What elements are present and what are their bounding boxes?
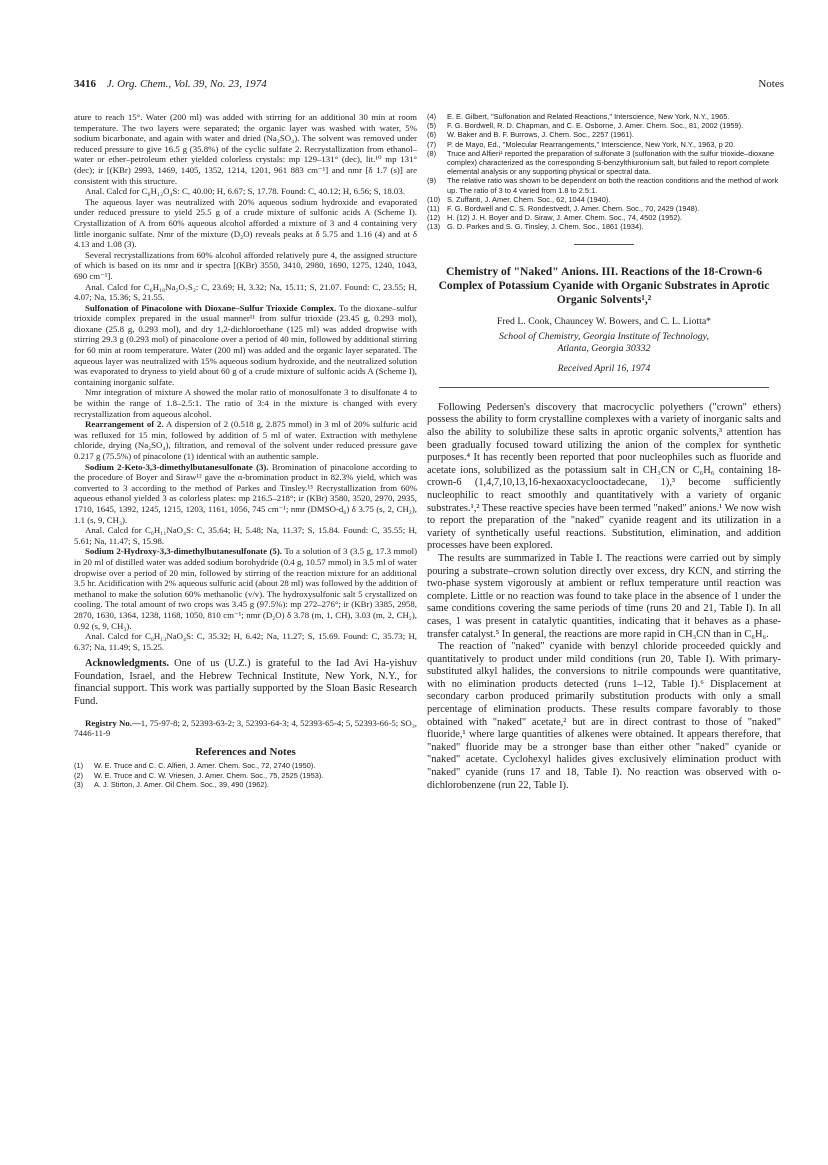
analysis-line: Anal. Calcd for C₆H₁₂O₄S: C, 40.00; H, 6.67; S, 17.78. Found: C, 40.12; H, 6.56; S, 18.03.: [85, 186, 405, 197]
procedure-heading: Sodium 2-Hydroxy-3,3-dimethylbutanesulfonate (5).: [85, 546, 282, 557]
reference-number: (3): [74, 779, 84, 789]
article-title: Chemistry of "Naked" Anions. III. Reactions of the 18-Crown-6 Complex of Potassium Cyanide with Organic Substrates in Aprotic Organic Solvents¹,²: [438, 264, 770, 306]
paragraph: ature to reach 15°. Water (200 ml) was added with stirring for an additional 30 min at room temperature. The two layers were separated; the organic layer was washed with water, 5% sodium bicarbonate, and again with water and dried (Na₂SO₄). The solvent was removed under reduced pressure to give 16.5 g (35.8%) of the cyclic sulfate 2. Recrystallization from ethanol–water or ether–petroleum ether yielded colorless crystals: mp 129–131° (dec), lit.¹⁰ mp 131° (dec); ir [(KBr) 2993, 1469, 1405, 1352, 1214, 1201, 961 883 cm⁻¹] and nmr [δ 1.7 (s)] are consistent with this structure.: [74, 112, 417, 186]
reference-item: [74, 780, 417, 789]
reference-item: [427, 176, 781, 194]
procedure-paragraph: [74, 546, 417, 631]
analysis-line: Anal. Calcd for C₆H₁₀Na₂O₇S₂: C, 23.69; H, 3.32; Na, 15.11; S, 21.07. Found: C, 23.55; H, 4.07; Na, 15.36; S, 21.55.: [74, 281, 417, 303]
procedure-text: To a solution of 3 (3.5 g, 17.3 mmol) in 20 ml of distilled water was added sodium borohydride (0.4 g, 10.57 mmol) in 3.5 ml of water dropwise over a period of 20 min, followed by stirring of the reaction mixture for an additional 3.5 hr. Acidification with 2% aqueous sulfuric acid (about 28 ml) was followed by the addition of methanol to make the solution 60% methanolic (v/v). The hydroxysulfonic salt 5 crystallized on cooling. The total amount of two crops was 3.45 g (97.5%): mp 272–276°; ir (KBr) 3385, 2958, 2870, 1630, 1364, 1238, 1168, 1050, 810 cm⁻¹; nmr (D₂O) δ 3.78 (m, 1, CH), 3.03 (m, 2, CH₂), 0.92 (s, 9, CH₃).: [74, 546, 418, 631]
reference-text: P. de Mayo, Ed., "Molecular Rearrangements," Interscience, New York, N.Y., 1963, p 20.: [447, 139, 736, 149]
registry-numbers: [74, 718, 417, 739]
analysis-line: Anal. Calcd for C₆H₁₃NaO₄S: C, 35.32; H, 6.42; Na, 11.27; S, 15.69. Found: C, 35.73; H, 6.37; Na, 11.49; S, 15.25.: [74, 631, 417, 652]
affiliation-line: Atlanta, Georgia 30332: [557, 343, 651, 355]
reference-text: H. (12) J. H. Boyer and D. Siraw, J. Amer. Chem. Soc., 74, 4502 (1952).: [447, 213, 682, 223]
reference-text: W. E. Truce and C. W. Vriesen, J. Amer. Chem. Soc., 75, 2525 (1953).: [94, 770, 324, 780]
reference-number: (5): [427, 121, 437, 131]
reference-number: (11): [427, 204, 440, 214]
reference-number: (8): [427, 148, 437, 158]
procedure-heading: Rearrangement of 2.: [85, 419, 164, 430]
procedure-paragraph: [74, 419, 417, 461]
reference-number: (6): [427, 130, 437, 140]
reference-text: A. J. Stirton, J. Amer. Oil Chem. Soc., 39, 490 (1962).: [94, 779, 269, 789]
references-heading: References and Notes: [195, 745, 296, 758]
acknowledgments: [74, 658, 417, 708]
ack-heading: Acknowledgments.: [85, 658, 169, 670]
reference-text: The relative ratio was shown to be dependent on both the reaction conditions and the method of work up. The ratio of 3 to 4 varied from 1.8 to 2.5:1.: [447, 176, 779, 195]
reference-number: (12): [427, 213, 441, 223]
reference-number: (13): [427, 222, 441, 232]
reference-text: W. Baker and B. F. Burrows, J. Chem. Soc., 2257 (1961).: [447, 130, 634, 140]
paragraph: The aqueous layer was neutralized with 20% aqueous sodium hydroxide and evaporated under reduced pressure to yield 25.5 g of a crude mixture of sulfonic acids A (Scheme I). Crystallization of A from 60% aqueous alcohol afforded a mixture of 3 and 4 containing very little inorganic sulfate. Nmr of the mixture (D₂O) reveals peaks at δ 5.75 and 1.16 (4) and at δ 4.13 and 1.08 (3).: [74, 196, 417, 250]
paragraph: The reaction of "naked" cyanide with benzyl chloride proceeded quickly and quantitatively to product under mild conditions (run 20, Table I). With primary-substituted alkyl halides, the conversions to nitrile compounds were quantitative, with no elimination products detected (runs 1–12, Table I).⁶ Displacement at secondary carbon produced primarily substitution products with only a small percentage of elimination products. These results compare favorably to those obtained with "naked" acetate,² but are in direct contrast to those of "naked" fluoride,¹ where large quantities of alkenes were obtained. It appears therefore, that "naked" fluoride may be a stronger base than either other "naked" cyanide or "naked" acetate. Cyclohexyl halides gives exclusively elimination product with "naked" cyanide (runs 17 and 18, Table I). No reaction was observed with o-dichlorobenzene (run 22, Table I).: [427, 641, 781, 791]
paragraph: Several recrystallizations from 60% alcohol afforded relatively pure 4, the assigned structure of which is based on its nmr and ir spectra [(KBr) 3550, 3410, 2980, 1690, 1275, 1240, 1043, 690 cm⁻¹].: [74, 249, 417, 281]
reference-text: W. E. Truce and C. C. Alfieri, J. Amer. Chem. Soc., 72, 2740 (1950).: [94, 761, 316, 771]
reference-number: (10): [427, 194, 441, 204]
section-label: Notes: [758, 78, 784, 90]
procedure-text: To the dioxane–sulfur trioxide complex prepared in the usual manner¹¹ from sulfur trioxide (23.45 g, 0.293 mol), dioxane (25.8 g, 0.293 mol), and dry 1,2-dichloroethane (125 ml) was added dropwise with stirring 29.3 g (0.293 mol) of pinacolone over a period of 40 min, followed by additional stirring for 60 min at room temperature. Water (200 ml) was added and the organic layer separated. The aqueous layer was neutralized with 15% aqueous sodium hydroxide, and the neutralized solution was evaporated to dryness to yield about 60 g of a crude mixture of sulfonic acids A (Scheme I), containing inorganic sulfate.: [74, 302, 417, 387]
reference-item: [427, 121, 781, 130]
affiliation: [427, 331, 781, 355]
reference-item: [427, 130, 781, 139]
procedure-heading: Sodium 2-Keto-3,3-dimethylbutanesulfonate (3).: [85, 461, 269, 472]
registry-heading: Registry No.—: [85, 717, 141, 728]
paragraph: The results are summarized in Table I. The reactions were carried out by simply pouring a substrate–crown solution directly over excess, dry KCN, and stirring the two-phase system vigorously at ambient or reflux temperature until reaction was complete. Little or no reaction was found to take place in the absence of 1 under the same conditions covering the same periods of time (runs 20 and 21, Table I). In all cases, 1 was present in catalytic quantities, indicating that it behaves as a phase-transfer catalyst.⁵ In general, the reactions are more rapid in CH₃CN than in C₆H₆.: [427, 552, 781, 640]
reference-item: [74, 771, 417, 780]
reference-number: (2): [74, 770, 84, 780]
reference-number: (1): [74, 761, 84, 771]
running-header: [74, 78, 784, 94]
reference-item: [427, 195, 781, 204]
authors: Fred L. Cook, Chauncey W. Bowers, and C. L. Liotta*: [496, 315, 712, 327]
procedure-paragraph: [74, 462, 417, 526]
reference-item: [427, 112, 781, 121]
title-rule: [439, 387, 769, 388]
reference-text: S. Zuffanti, J. Amer. Chem. Soc., 62, 1044 (1940).: [447, 194, 611, 204]
reference-number: (4): [427, 112, 437, 121]
references-list-continued: [427, 112, 781, 232]
reference-number: (9): [427, 176, 437, 186]
affiliation-line: School of Chemistry, Georgia Institute of Technology,: [499, 331, 709, 343]
references-list: [74, 761, 417, 789]
left-column: [74, 112, 417, 789]
right-column: [427, 112, 781, 792]
ack-text: One of us (U.Z.) is grateful to the Iad Avi Ha-yishuv Foundation, Israel, and the Hebrew Technical Institute, New York, N.Y., for financial support. This work was partially supported by the Sloan Basic Research Fund.: [74, 658, 417, 708]
article-body: [427, 402, 781, 792]
procedure-text: A dispersion of 2 (0.518 g, 2.875 mmol) in 3 ml of 20% sulfuric acid was refluxed for 15 min, followed by addition of 5 ml of water. Extraction with methylene chloride, drying (Na₂SO₄), filtration, and removal of the solvent under reduced pressure gave 0.217 g (75.5%) of pinacolone (1) identical with an authentic sample.: [74, 419, 418, 461]
reference-item: [427, 222, 781, 231]
reference-item: [427, 213, 781, 222]
reference-text: E. E. Gilbert, "Sulfonation and Related Reactions," Interscience, New York, N.Y., 1965.: [447, 112, 730, 121]
analysis-line: Anal. Calcd for C₆H₁₁NaO₄S: C, 35.64; H, 5.48; Na, 11.37; S, 15.84. Found: C, 35.55; H, 5.61; Na, 11.47; S, 15.98.: [74, 525, 417, 546]
paragraph: Nmr integration of mixture A showed the molar ratio of monosulfonate 3 to disulfonate 4 to be within the range of 1.8–2.5:1. The ratio of 3:4 in the mixture is changed with every recrystallization from aqueous alcohol.: [74, 387, 417, 419]
reference-number: (7): [427, 139, 437, 149]
registry-text: 1, 75-97-8; 2, 52393-63-2; 3, 52393-64-3; 4, 52393-65-4; 5, 52393-66-5; SO₃, 7446-11-9: [74, 717, 418, 739]
reference-text: F. G. Bordwell and C. S. Rondestvedt, J. Amer. Chem. Soc., 70, 2429 (1948).: [447, 204, 700, 214]
journal-citation: J. Org. Chem., Vol. 39, No. 23, 1974: [106, 78, 267, 90]
paragraph: Following Pedersen's discovery that macrocyclic polyethers ("crown" ethers) possess the ability to form crystalline complexes with a variety of inorganic salts and also the ability to solubilize these salts in aprotic organic solvents,³ attention has been gradually focused toward utilizing the anion of the complex for synthetic purposes.⁴ It has recently been reported that poor nucleophiles such as fluoride and acetate ions, solubilized as the potassium salt in CH₃CN or C₆H₆ containing 18-crown-6 (1,4,7,10,13,16-hexaoxacyclooctadecane, 1),³ become sufficiently nucleophilic to react smoothly and quantitatively with a variety of organic substrates.¹,² These reactive species have been termed "naked" anions.¹ We now wish to report the preparation of the "naked" cyanide reagent and its utilization in a variety of synthetically useful reactions. Substitution, elimination, and addition processes have been explored.: [427, 401, 781, 552]
procedure-heading: Sulfonation of Pinacolone with Dioxane–Sulfur Trioxide Complex.: [85, 302, 337, 313]
received-date: Received April 16, 1974: [557, 363, 651, 375]
procedure-paragraph: [74, 303, 417, 388]
page-number: 3416: [74, 78, 96, 90]
reference-item: [427, 204, 781, 213]
reference-text: Truce and Alfieri¹ reported the preparation of sulfonate 3 (sulfonation with the sulfur trioxide–dioxane complex) characterized as the corresponding S-benzylthiuronium salt, but failed to report complete elemental analysis or any supporting physical or spectral data.: [447, 148, 775, 177]
reference-text: F. G. Bordwell, R. D. Chapman, and C. E. Osborne, J. Amer. Chem. Soc., 81, 2002 (1959).: [447, 121, 744, 131]
reference-item: [427, 140, 781, 149]
reference-item: [74, 761, 417, 770]
procedure-text: Bromination of pinacolone according to the procedure of Boyer and Siraw¹² gave the α-bromination product in 82.3% yield, which was converted to 3 according to the method of Parkes and Tinsley.¹³ Recrystallization from 60% aqueous ethanol yielded 3 as colorless plates: mp 216.5–218°; ir (KBr) 3580, 3520, 2970, 2935, 1710, 1645, 1392, 1245, 1215, 1203, 1161, 1056, 745 cm⁻¹; nmr (DMSO-d₆) δ 3.75 (s, 2, CH₂), 1.1 (s, 9, CH₃).: [74, 461, 417, 525]
reference-item: [427, 149, 781, 177]
reference-text: G. D. Parkes and S. G. Tinsley, J. Chem. Soc., 1861 (1934).: [447, 222, 644, 232]
section-divider: [574, 244, 634, 245]
